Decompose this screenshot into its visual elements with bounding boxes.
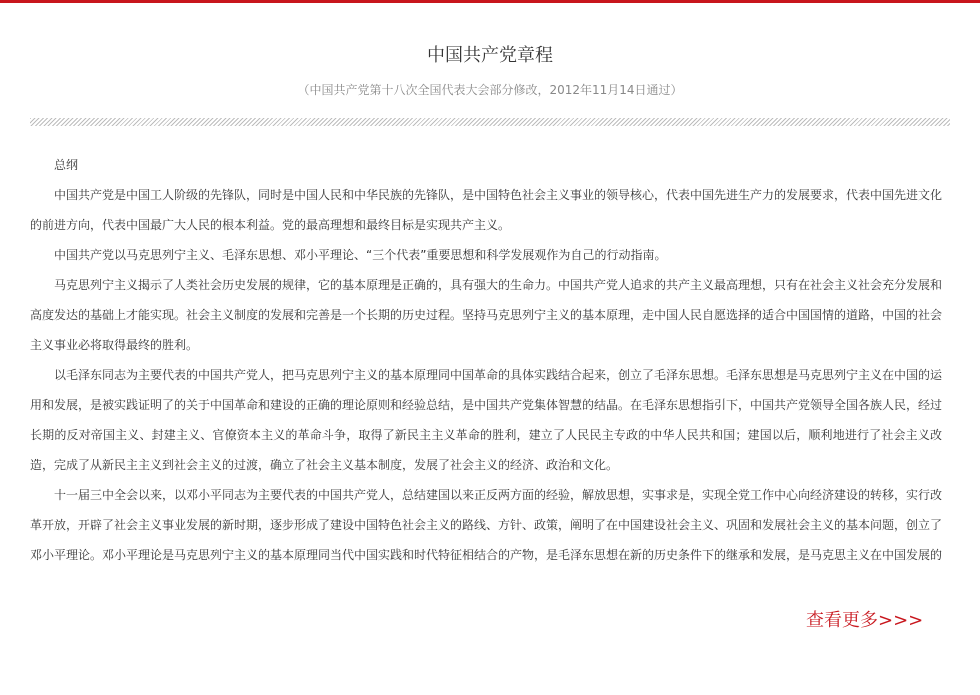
paragraph: 马克思列宁主义揭示了人类社会历史发展的规律，它的基本原理是正确的，具有强大的生命力。中国共产党人追求的共产主义最高理想，只有在社会主义社会充分发展和高度发达的基础上才能实现。社会主义制度的发展和完善是一个长期的历史过程。坚持马克思列宁主义的基本原理，走中国人民自愿选择的适合中国国情的道路，中国的社会主义事业必将取得最终的胜利。 [30,278,942,352]
top-accent-bar [0,0,980,3]
section-heading: 总纲 [54,158,79,172]
paragraph: 中国共产党以马克思列宁主义、毛泽东思想、邓小平理论、“三个代表”重要思想和科学发展观作为自己的行动指南。 [54,248,667,262]
hatched-divider [30,118,950,126]
paragraph: 十一届三中全会以来，以邓小平同志为主要代表的中国共产党人，总结建国以来正反两方面的经验，解放思想，实事求是，实现全党工作中心向经济建设的转移，实行改革开放，开辟了社会主义事业发展的新时期，逐步形成了建设中国特色社会主义的路线、方针、政策，阐明了在中国建设社会主义、巩固和发展社会主义的基本问题，创立了邓小平理论。邓小平理论是马克思列宁主义的基本原理同当代中国实践和时代特征相结合的产物，是毛泽东思想在新的历史条件下的继承和发展，是马克思主义在中国发展的 [30,488,942,562]
page-subtitle: （中国共产党第十八次全国代表大会部分修改，2012年11月14日通过） [297,83,683,97]
article-body [30,150,942,565]
paragraph: 中国共产党是中国工人阶级的先锋队，同时是中国人民和中华民族的先锋队，是中国特色社会主义事业的领导核心，代表中国先进生产力的发展要求，代表中国先进文化的前进方向，代表中国最广大人民的根本利益。党的最高理想和最终目标是实现共产主义。 [30,188,942,232]
view-more-link[interactable]: 查看更多>>> [806,610,924,631]
page-title: 中国共产党章程 [427,45,553,66]
paragraph: 以毛泽东同志为主要代表的中国共产党人，把马克思列宁主义的基本原理同中国革命的具体实践结合起来，创立了毛泽东思想。毛泽东思想是马克思列宁主义在中国的运用和发展，是被实践证明了的关于中国革命和建设的正确的理论原则和经验总结，是中国共产党集体智慧的结晶。在毛泽东思想指引下，中国共产党领导全国各族人民，经过长期的反对帝国主义、封建主义、官僚资本主义的革命斗争，取得了新民主主义革命的胜利，建立了人民民主专政的中华人民共和国；建国以后，顺利地进行了社会主义改造，完成了从新民主主义到社会主义的过渡，确立了社会主义基本制度，发展了社会主义的经济、政治和文化。 [30,368,942,472]
